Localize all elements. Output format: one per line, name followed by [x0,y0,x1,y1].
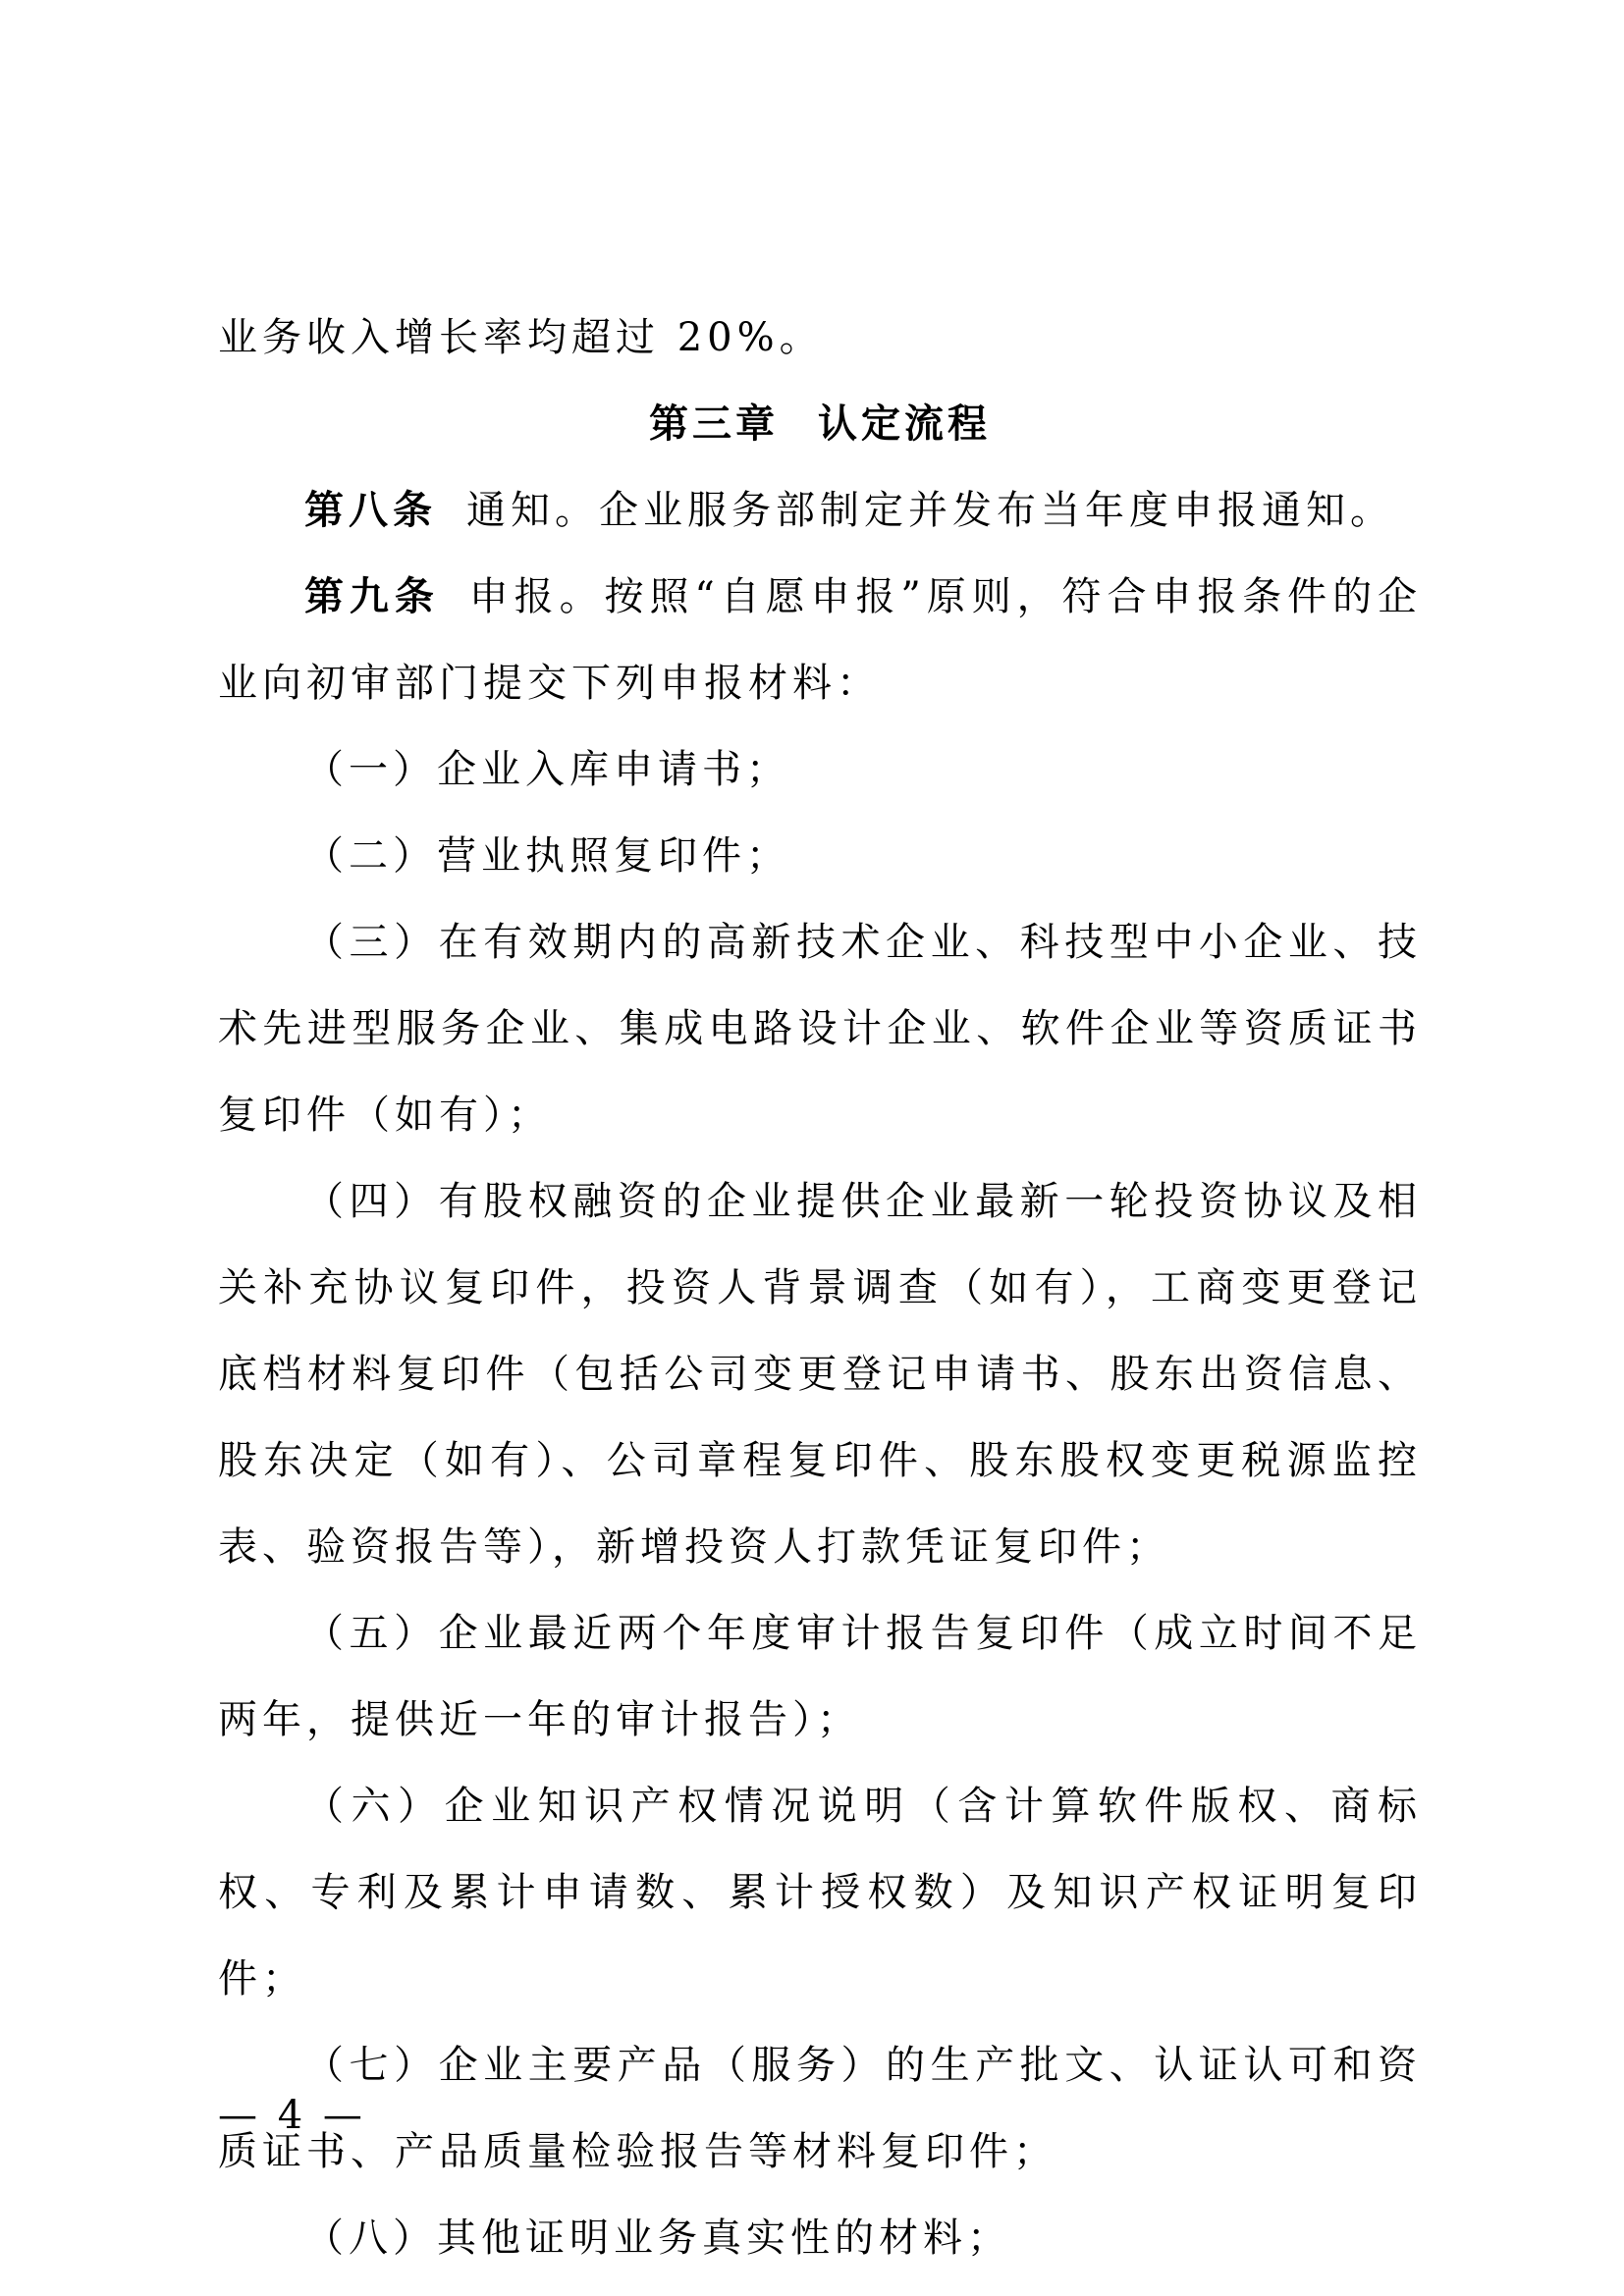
chapter-number: 第三章 [649,401,779,447]
page-number: — 4 — [218,2093,366,2138]
list-item-6: （六）企业知识产权情况说明（含计算软件版权、商标权、专利及累计申请数、累计授权数）及知识产权证明复印件； [218,1784,1422,2002]
article-8-label: 第八条 [304,488,437,533]
list-item-4: （四）有股权融资的企业提供企业最新一轮投资协议及相关补充协议复印件，投资人背景调查（如有），工商变更登记底档材料复印件（包括公司变更登记申请书、股东出资信息、股东决定（如有）、公司章程复印件、股东股权变更税源监控表、验资报告等），新增投资人打款凭证复印件； [218,1179,1422,1570]
continuation-text: 业务收入增长率均超过 20%。 [218,315,824,360]
list-item-3: （三）在有效期内的高新技术企业、科技型中小企业、技术先进型服务企业、集成电路设计企业、软件企业等资质证书复印件（如有）； [218,920,1422,1138]
chapter-heading [218,381,1422,467]
article-9-label: 第九条 [304,574,440,619]
article-8-text: 通知。企业服务部制定并发布当年度申报通知。 [466,488,1394,533]
list-item-1: （一）企业入库申请书； [304,747,790,792]
list-item-8: （八）其他证明业务真实性的材料； [304,2216,1011,2261]
document-body [218,294,1422,2281]
list-item-5: （五）企业最近两个年度审计报告复印件（成立时间不足两年，提供近一年的审计报告）； [218,1611,1422,1742]
chapter-title: 认定流程 [818,401,991,447]
list-item-7: （七）企业主要产品（服务）的生产批文、认证认可和资质证书、产品质量检验报告等材料复印件； [218,2043,1422,2174]
article-9 [218,554,1422,726]
list-item-2: （二）营业执照复印件； [304,833,790,879]
article-9-text: 申报。按照“自愿申报”原则，符合申报条件的企业向初审部门提交下列申报材料： [218,574,1422,706]
article-8 [218,467,1422,554]
